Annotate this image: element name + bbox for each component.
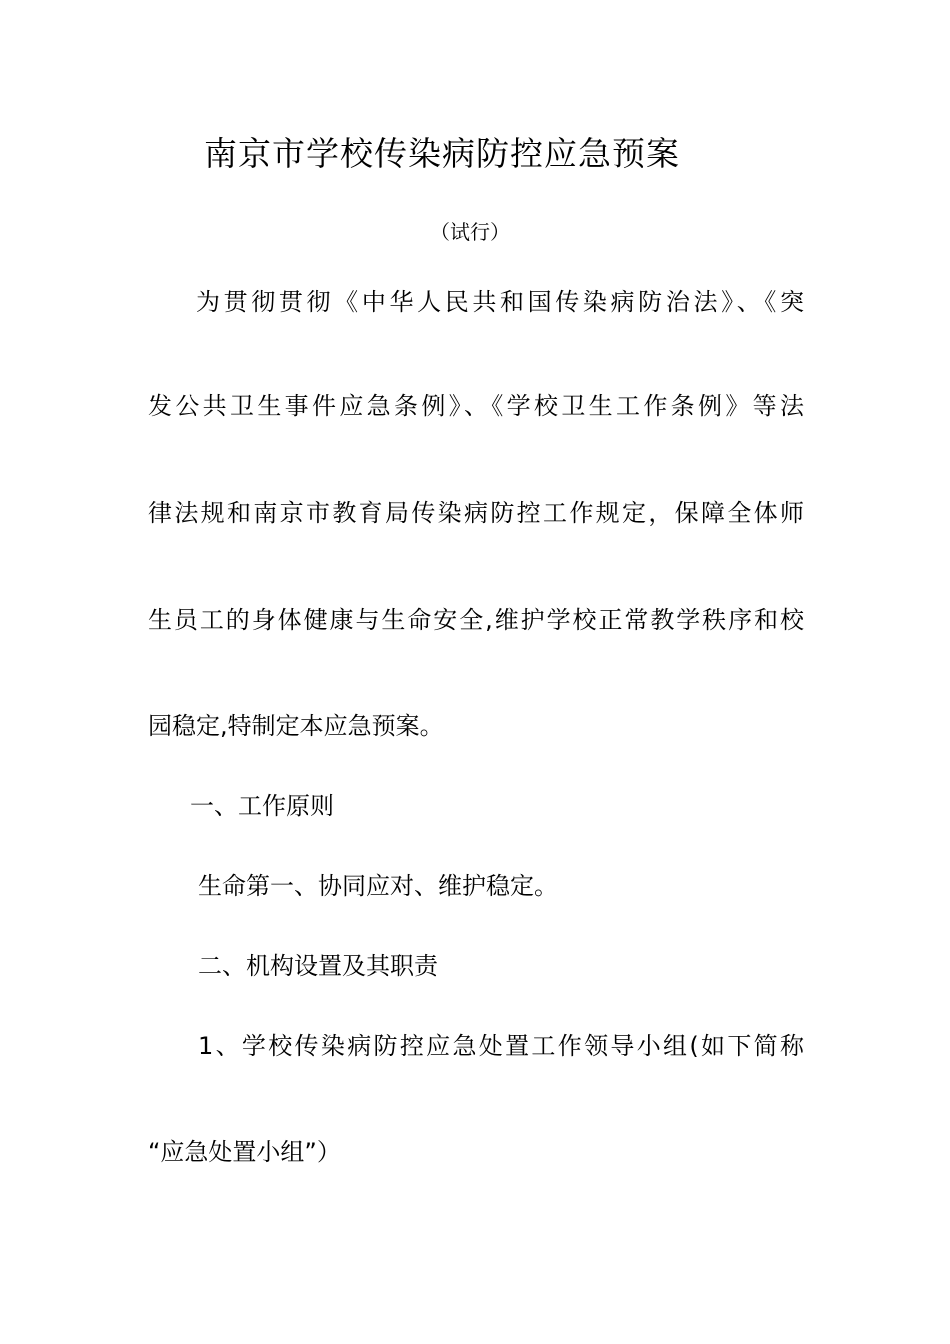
paragraph-line: 律法规和南京市教育局传染病防控工作规定，保障全体师 xyxy=(148,499,804,527)
paragraph-line: 生员工的身体健康与生命安全,维护学校正常教学秩序和校 xyxy=(148,606,804,634)
document-subtitle: （试行） xyxy=(430,220,510,244)
paragraph-line: 为贯彻贯彻《中华人民共和国传染病防治法》、《突 xyxy=(196,288,804,316)
section-text: 生命第一、协同应对、维护稳定。 xyxy=(198,872,558,900)
document-title: 南京市学校传染病防控应急预案 xyxy=(204,134,680,173)
paragraph-line: 发公共卫生事件应急条例》、《学校卫生工作条例》等法 xyxy=(148,392,804,420)
item-line: “应急处置小组”） xyxy=(148,1138,341,1166)
item-line: 1、学校传染病防控应急处置工作领导小组(如下简称 xyxy=(198,1032,804,1060)
section-heading: 二、机构设置及其职责 xyxy=(198,952,438,980)
section-heading: 一、工作原则 xyxy=(190,792,334,820)
paragraph-line: 园稳定,特制定本应急预案。 xyxy=(148,712,444,740)
